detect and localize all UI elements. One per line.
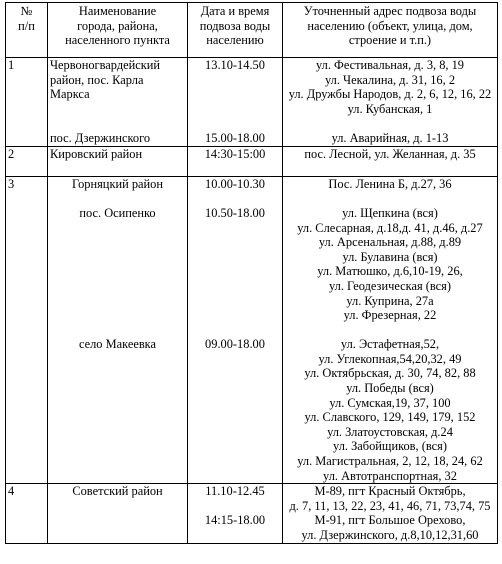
time-cell <box>188 58 283 147</box>
address-text: М-91, пгт Большое Орехово, <box>314 513 466 528</box>
header-text: № <box>20 4 33 18</box>
place-text: пос. Дзержинского <box>50 130 151 145</box>
address-text: ул. Победы (вся) <box>346 381 434 396</box>
address-text: ул. Сумская,19, 37, 100 <box>329 395 451 410</box>
place-text: Червоногвардейский <box>50 58 161 72</box>
header-number <box>6 3 48 58</box>
place-cell <box>48 176 188 483</box>
place-cell <box>48 484 188 543</box>
row-number-text: 3 <box>8 176 15 191</box>
address-text: ул. Фрезерная, 22 <box>343 308 437 323</box>
header-text: населенного пункта <box>65 33 170 48</box>
address-text: д. 7, 11, 13, 22, 23, 41, 46, 71, 73,74, 75 <box>289 498 491 513</box>
header-text: города, района, <box>77 18 158 33</box>
table-row <box>6 146 498 176</box>
table-row <box>6 58 498 147</box>
address-text: ул. Дружбы Народов, д. 2, 6, 12, 16, 22 <box>288 87 492 102</box>
time-text <box>190 499 280 514</box>
address-text: ул. Чекалина, д. 31, 16, 2 <box>324 72 456 87</box>
address-text: пос. Лесной, ул. Желанная, д. 35 <box>304 146 476 161</box>
place-text: Советский район <box>72 484 163 499</box>
address-text: ул. Куприна, 27а <box>346 293 434 308</box>
address-text: ул. Дзержинского, д.8,10,12,31,60 <box>301 528 479 543</box>
header-text: Уточненный адрес подвоза воды <box>303 4 477 18</box>
header-text: населению (объект, улица, дом, <box>307 18 473 33</box>
place-text: Кировский район <box>50 146 143 161</box>
address-text: ул. Славского, 129, 149, 179, 152 <box>304 410 476 425</box>
time-text: 09.00-18.00 <box>205 337 265 352</box>
place-cell <box>48 58 188 147</box>
address-text: ул. Кубанская, 1 <box>347 101 433 116</box>
address-text: Пос. Ленина Б, д.27, 36 <box>328 176 452 191</box>
header-text: населению <box>206 33 264 48</box>
time-text: 10.50-18.00 <box>205 205 265 220</box>
address-text: ул. Слесарная, д.18,д. 41, д.46, д.27 <box>297 220 483 235</box>
table-header-row <box>6 3 498 58</box>
time-text: 11.10-12.45 <box>205 484 265 499</box>
header-time <box>188 3 283 58</box>
table-row <box>6 176 498 483</box>
address-text: ул. Аварийная, д. 1-13 <box>331 130 449 145</box>
time-text: 14:30-15:00 <box>204 146 266 161</box>
address-cell <box>283 176 498 483</box>
address-text: ул. Октябрьская, д. 30, 74, 82, 88 <box>304 366 476 381</box>
header-text: строение и т.п.) <box>348 33 432 48</box>
address-cell <box>283 484 498 543</box>
address-text: ул. Геодезическая (вся) <box>329 278 451 293</box>
address-text: ул. Магистральная, 2, 12, 18, 24, 62 <box>297 454 483 469</box>
time-cell <box>188 176 283 483</box>
time-text: 14:15-18.00 <box>204 513 266 528</box>
address-text: ул. Эстафетная,52, <box>340 337 440 352</box>
place-text: Горняцкий район <box>72 176 163 191</box>
header-place <box>48 3 188 58</box>
address-text: ул. Матюшко, д.6,10-19, 26, <box>317 264 463 279</box>
place-text: район, пос. Карла <box>50 72 144 87</box>
address-text: ул. Щепкина (вся) <box>342 205 438 220</box>
header-text: подвоза воды <box>199 18 271 33</box>
header-address <box>283 3 498 58</box>
time-cell <box>188 146 283 176</box>
address-text: М-89, пгт Красный Октябрь, <box>314 484 466 499</box>
row-number <box>6 176 48 483</box>
address-text: ул. Фестивальная, д. 3, 8, 19 <box>316 58 464 72</box>
row-number <box>6 58 48 147</box>
place-cell <box>48 146 188 176</box>
row-number-text: 1 <box>8 58 15 72</box>
address-text: ул. Булавина (вся) <box>342 249 438 264</box>
row-number-text: 4 <box>8 484 15 499</box>
row-number <box>6 146 48 176</box>
address-cell <box>283 58 498 147</box>
header-text: Наименование <box>78 4 157 18</box>
row-number-text: 2 <box>8 146 15 161</box>
header-text: п/п <box>18 18 35 33</box>
place-text: село Макеевка <box>78 337 157 352</box>
address-text: ул. Автотранспортная, 32 <box>323 468 457 483</box>
time-text: 13.10-14.50 <box>205 58 265 72</box>
address-text: ул. Златоустовская, д.24 <box>327 424 453 439</box>
time-cell <box>188 484 283 543</box>
water-delivery-table <box>5 2 498 544</box>
header-text: Дата и время <box>200 4 270 18</box>
table-row <box>6 484 498 543</box>
place-text: пос. Осипенко <box>79 205 156 220</box>
address-text: ул. Углекопная,54,20,32, 49 <box>318 351 462 366</box>
address-text: ул. Забойщиков, (вся) <box>333 439 447 454</box>
address-text: ул. Арсенальная, д.88, д.89 <box>318 235 462 250</box>
time-text: 15.00-18.00 <box>205 130 265 145</box>
place-text: Маркса <box>50 87 90 102</box>
row-number <box>6 484 48 543</box>
address-cell <box>283 146 498 176</box>
time-text: 10.00-10.30 <box>205 176 265 191</box>
